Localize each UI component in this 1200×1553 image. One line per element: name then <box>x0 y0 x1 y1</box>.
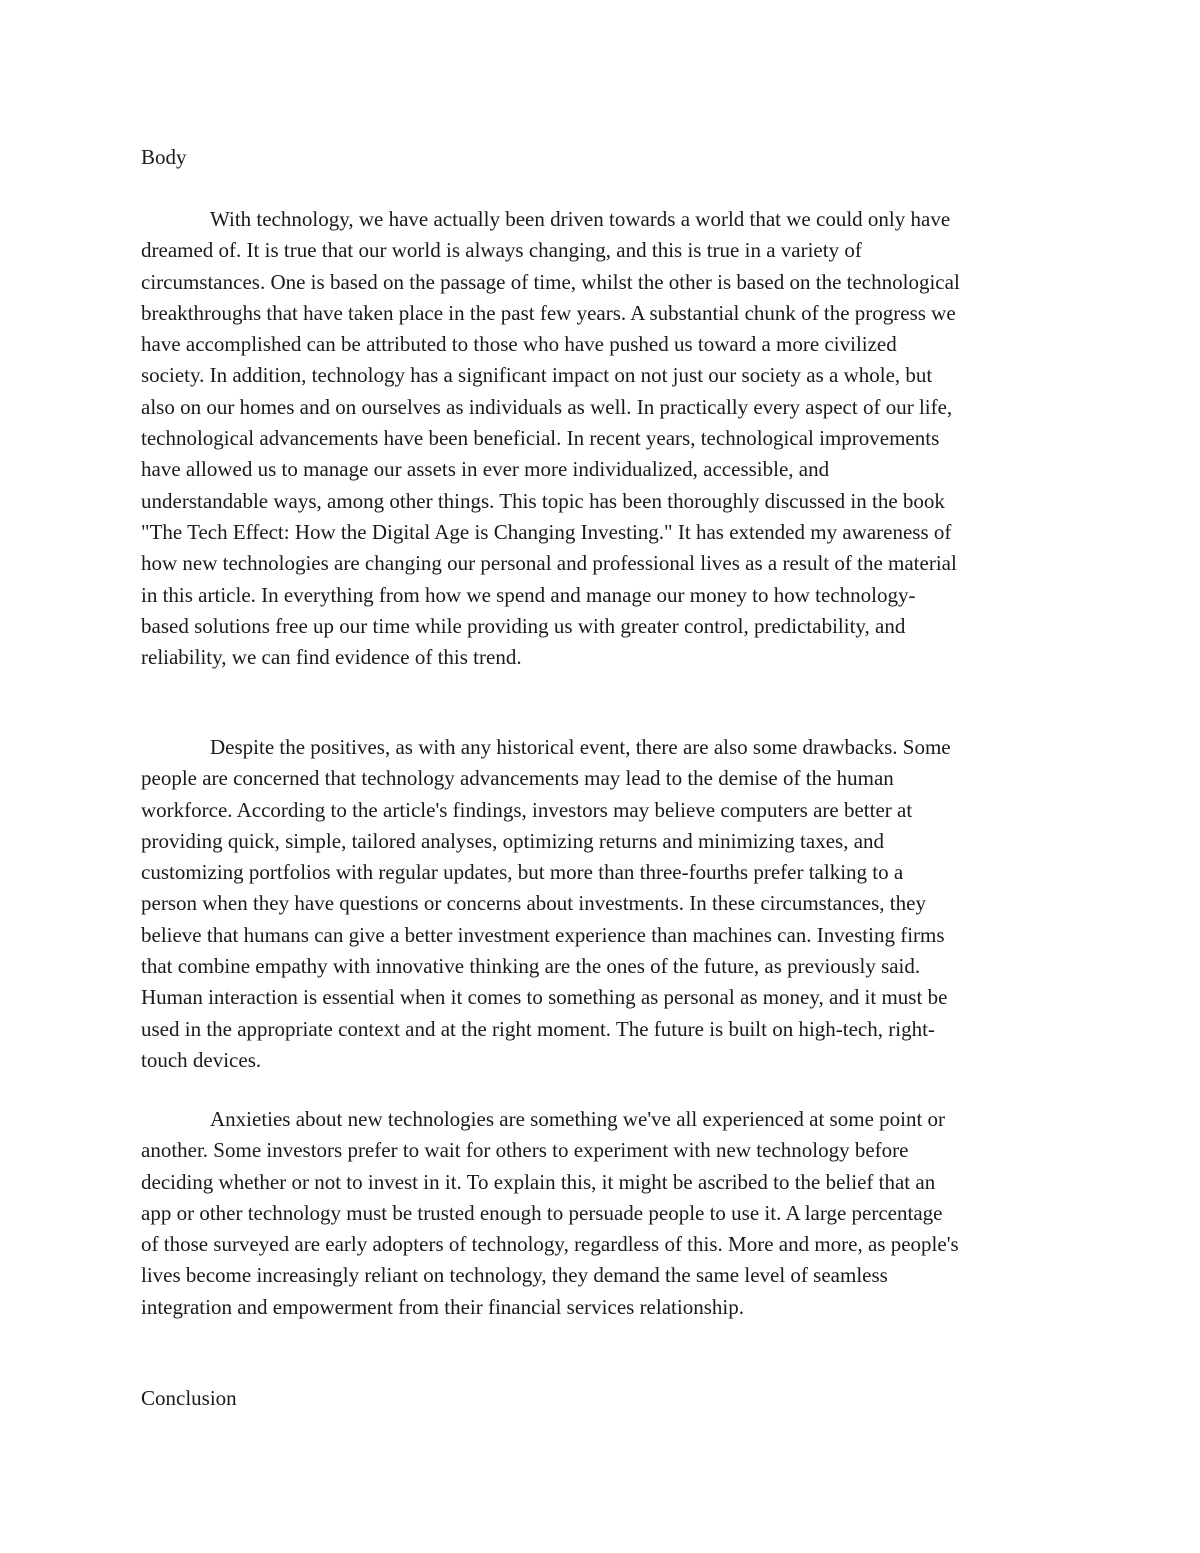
paragraph-line: workforce. According to the article's findings, investors may believe computers are better at <box>141 797 913 822</box>
section-heading-body <box>141 142 1061 173</box>
paragraph-line: circumstances. One is based on the passage of time, whilst the other is based on the technological <box>141 269 960 294</box>
paragraph-line: "The Tech Effect: How the Digital Age is Changing Investing." It has extended my awareness of <box>141 519 952 544</box>
paragraph-line: have accomplished can be attributed to those who have pushed us toward a more civilized <box>141 332 897 357</box>
paragraph-line: based solutions free up our time while providing us with greater control, predictability, and <box>141 613 906 638</box>
paragraph-line: lives become increasingly reliant on technology, they demand the same level of seamless <box>141 1263 888 1288</box>
paragraph-3 <box>141 1104 1061 1323</box>
paragraph-line: customizing portfolios with regular updates, but more than three-fourths prefer talking to a <box>141 860 904 885</box>
paragraph-line: have allowed us to manage our assets in ever more individualized, accessible, and <box>141 457 830 482</box>
paragraph-line: another. Some investors prefer to wait for others to experiment with new technology before <box>141 1138 909 1163</box>
paragraph-line: providing quick, simple, tailored analyses, optimizing returns and minimizing taxes, and <box>141 828 885 853</box>
paragraph-line: people are concerned that technology advancements may lead to the demise of the human <box>141 766 894 791</box>
paragraph-line: technological advancements have been beneficial. In recent years, technological improvements <box>141 426 940 451</box>
paragraph-line: Despite the positives, as with any historical event, there are also some drawbacks. Some <box>210 735 951 759</box>
paragraph-line: believe that humans can give a better investment experience than machines can. Investing firms <box>141 922 945 947</box>
paragraph-line: that combine empathy with innovative thinking are the ones of the future, as previously said. <box>141 954 921 979</box>
paragraph-1 <box>141 204 1061 673</box>
paragraph-line: of those surveyed are early adopters of technology, regardless of this. More and more, as people's <box>141 1232 959 1257</box>
paragraph-line: dreamed of. It is true that our world is always changing, and this is true in a variety of <box>141 238 862 263</box>
paragraph-line: person when they have questions or concerns about investments. In these circumstances, they <box>141 891 926 916</box>
paragraph-2 <box>141 732 1061 1076</box>
heading-text: Conclusion <box>141 1386 237 1410</box>
paragraph-line: reliability, we can find evidence of this trend. <box>141 645 522 670</box>
paragraph-line: breakthroughs that have taken place in the past few years. A substantial chunk of the progress we <box>141 300 956 325</box>
section-heading-conclusion <box>141 1383 1061 1414</box>
paragraph-line: used in the appropriate context and at the right moment. The future is built on high-tech, right- <box>141 1016 935 1041</box>
paragraph-line: touch devices. <box>141 1047 262 1072</box>
paragraph-line: With technology, we have actually been driven towards a world that we could only have <box>210 207 951 231</box>
paragraph-line: understandable ways, among other things. This topic has been thoroughly discussed in the book <box>141 488 945 513</box>
heading-text: Body <box>141 145 187 169</box>
paragraph-line: app or other technology must be trusted enough to persuade people to use it. A large percentage <box>141 1200 943 1225</box>
paragraph-line: Anxieties about new technologies are something we've all experienced at some point or <box>210 1107 946 1131</box>
paragraph-line: integration and empowerment from their financial services relationship. <box>141 1294 744 1319</box>
paragraph-line: also on our homes and on ourselves as individuals as well. In practically every aspect of our life, <box>141 394 953 419</box>
paragraph-line: deciding whether or not to invest in it. To explain this, it might be ascribed to the belief that an <box>141 1169 936 1194</box>
paragraph-line: society. In addition, technology has a significant impact on not just our society as a whole, but <box>141 363 933 388</box>
paragraph-line: how new technologies are changing our personal and professional lives as a result of the material <box>141 551 957 576</box>
paragraph-line: in this article. In everything from how we spend and manage our money to how technology- <box>141 582 916 607</box>
paragraph-line: Human interaction is essential when it comes to something as personal as money, and it must be <box>141 985 948 1010</box>
